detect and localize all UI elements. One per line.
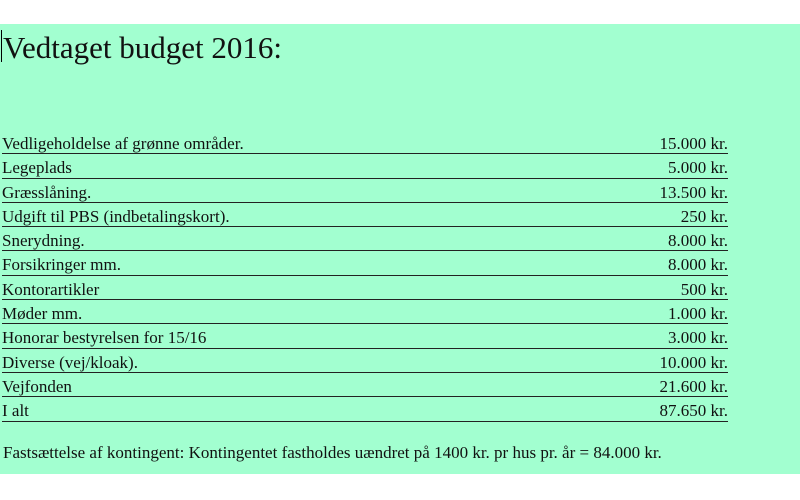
budget-item-label[interactable]: Vejfonden: [2, 376, 72, 396]
budget-item-label[interactable]: Møder mm.: [2, 304, 83, 324]
budget-item-amount[interactable]: 5.000 kr.: [668, 158, 728, 178]
budget-item-label[interactable]: Diverse (vej/kloak).: [2, 352, 138, 372]
budget-row: [2, 278, 728, 302]
budget-row: [2, 253, 728, 277]
budget-item-label[interactable]: Græsslåning.: [2, 182, 92, 202]
budget-item-label[interactable]: Forsikringer mm.: [2, 255, 121, 275]
budget-row: [2, 205, 728, 229]
budget-row: [2, 351, 728, 375]
budget-item-amount[interactable]: 10.000 kr.: [659, 352, 728, 372]
membership-fee-paragraph[interactable]: Fastsættelse af kontingent: Kontingentet fastholdes uændret på 1400 kr. pr hus pr. år = 84.000 kr.: [3, 443, 662, 462]
budget-item-amount[interactable]: 8.000 kr.: [668, 255, 728, 275]
row-underline: [2, 421, 728, 422]
budget-item-amount[interactable]: 15.000 kr.: [659, 134, 728, 153]
budget-item-label[interactable]: Kontorartikler: [2, 279, 100, 299]
row-underline: [2, 202, 728, 203]
row-underline: [2, 153, 728, 154]
row-underline: [2, 396, 728, 397]
budget-total-label[interactable]: I alt: [2, 401, 29, 421]
budget-total-row: [2, 399, 728, 423]
row-underline: [2, 372, 728, 373]
row-underline: [2, 323, 728, 324]
budget-item-amount[interactable]: 500 kr.: [680, 279, 728, 299]
budget-item-amount[interactable]: 13.500 kr.: [659, 182, 728, 202]
budget-item-amount[interactable]: 3.000 kr.: [668, 328, 728, 348]
budget-total-amount[interactable]: 87.650 kr.: [659, 401, 728, 421]
budget-item-label[interactable]: Vedligeholdelse af grønne områder.: [2, 134, 244, 153]
row-underline: [2, 348, 728, 349]
budget-row: [2, 375, 728, 399]
budget-table: [2, 132, 728, 424]
budget-item-amount[interactable]: 250 kr.: [680, 206, 728, 226]
budget-row: [2, 302, 728, 326]
document-title[interactable]: Vedtaget budget 2016:: [3, 30, 282, 65]
row-underline: [2, 178, 728, 179]
row-underline: [2, 299, 728, 300]
budget-item-label[interactable]: Legeplads: [2, 158, 72, 178]
budget-item-label[interactable]: Snerydning.: [2, 231, 85, 251]
text-cursor: [1, 30, 2, 62]
budget-item-label[interactable]: Udgift til PBS (indbetalingskort).: [2, 206, 230, 226]
budget-item-amount[interactable]: 8.000 kr.: [668, 231, 728, 251]
row-underline: [2, 250, 728, 251]
row-underline: [2, 275, 728, 276]
budget-row: [2, 181, 728, 205]
budget-item-label[interactable]: Honorar bestyrelsen for 15/16: [2, 328, 207, 348]
budget-row: [2, 326, 728, 350]
budget-item-amount[interactable]: 21.600 kr.: [659, 376, 728, 396]
row-underline: [2, 226, 728, 227]
budget-row: [2, 229, 728, 253]
budget-row: [2, 156, 728, 180]
budget-item-amount[interactable]: 1.000 kr.: [668, 304, 728, 324]
budget-row: [2, 132, 728, 156]
document-page: [0, 24, 800, 474]
